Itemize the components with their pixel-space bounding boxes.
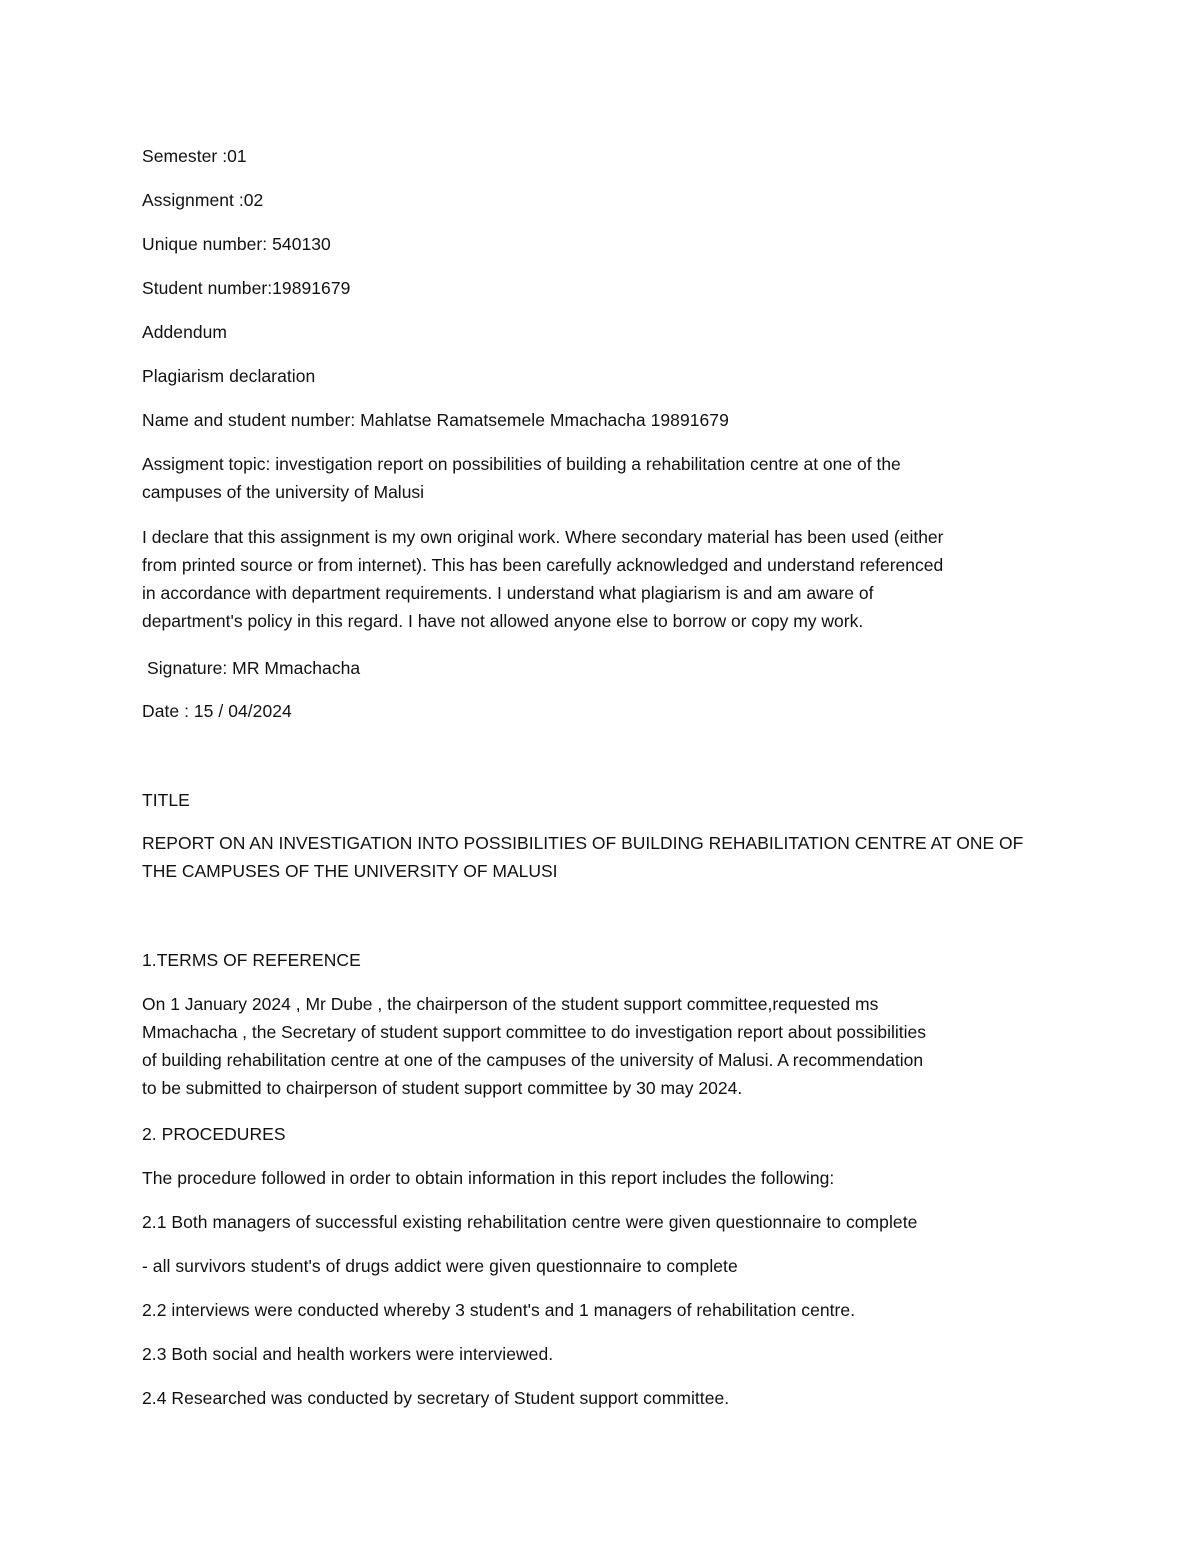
terms-line: Mmachacha , the Secretary of student support committee to do investigation report about possibilities [142,1022,927,1042]
report-title [142,829,1072,885]
assignment-line: Assignment :02 [142,190,264,210]
terms-line: On 1 January 2024 , Mr Dube , the chairperson of the student support committee,requested ms [142,994,879,1014]
terms-line: to be submitted to chairperson of student support committee by 30 may 2024. [142,1078,743,1098]
statement-line: department's policy in this regard. I have not allowed anyone else to borrow or copy my work. [142,611,864,631]
statement-line: in accordance with department requirements. I understand what plagiarism is and am aware of [142,583,874,603]
plagiarism-heading: Plagiarism declaration [142,366,316,386]
procedure-item: - all survivors student's of drugs addict were given questionnaire to complete [142,1256,738,1276]
unique-number-line: Unique number: 540130 [142,234,331,254]
statement-line: I declare that this assignment is my own original work. Where secondary material has been used (either [142,527,944,547]
procedure-item: 2.4 Researched was conducted by secretary of Student support committee. [142,1388,730,1408]
assignment-topic [142,450,1072,506]
name-student-number-line: Name and student number: Mahlatse Ramatsemele Mmachacha 19891679 [142,410,729,430]
student-number-line: Student number:19891679 [142,278,351,298]
signature-line: Signature: MR Mmachacha [147,658,361,678]
report-title-line: REPORT ON AN INVESTIGATION INTO POSSIBILITIES OF BUILDING REHABILITATION CENTRE AT ONE OF [142,833,1024,853]
statement-line: from printed source or from internet). This has been carefully acknowledged and understand referenced [142,555,944,575]
declaration-statement [142,523,1072,635]
procedure-item: 2.3 Both social and health workers were interviewed. [142,1344,554,1364]
procedure-item: 2.1 Both managers of successful existing rehabilitation centre were given questionnaire to complete [142,1212,918,1232]
addendum-line: Addendum [142,322,228,342]
topic-line: campuses of the university of Malusi [142,482,425,502]
terms-of-reference-heading: 1.TERMS OF REFERENCE [142,950,361,970]
procedures-heading: 2. PROCEDURES [142,1124,286,1144]
procedure-item: 2.2 interviews were conducted whereby 3 student's and 1 managers of rehabilitation centre. [142,1300,856,1320]
terms-of-reference-body [142,990,1072,1102]
semester-line: Semester :01 [142,146,247,166]
report-title-line: THE CAMPUSES OF THE UNIVERSITY OF MALUSI [142,861,558,881]
topic-line: Assigment topic: investigation report on possibilities of building a rehabilitation centre at one of the [142,454,901,474]
title-label: TITLE [142,790,190,810]
date-line: Date : 15 / 04/2024 [142,701,292,721]
procedures-intro: The procedure followed in order to obtain information in this report includes the following: [142,1168,835,1188]
terms-line: of building rehabilitation centre at one of the campuses of the university of Malusi. A recommendation [142,1050,924,1070]
